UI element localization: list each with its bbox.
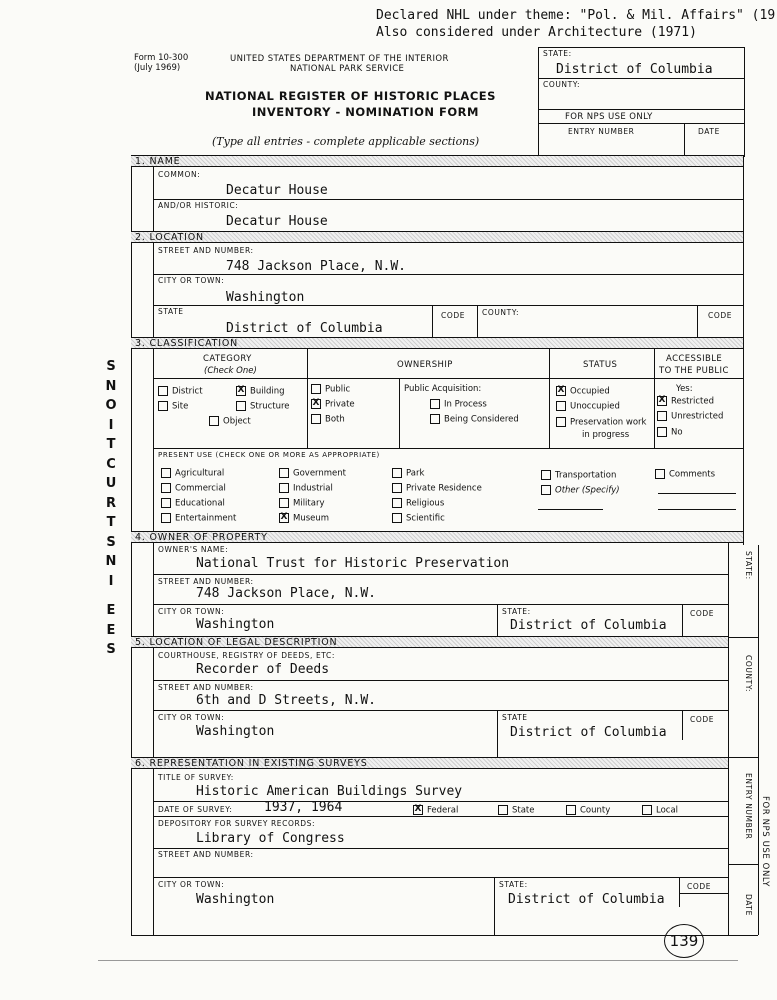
owner-city-label: CITY OR TOWN: <box>158 607 225 616</box>
margin-state-label: STATE: <box>744 551 753 580</box>
section-2-header: 2. LOCATION <box>131 231 743 243</box>
section-4-header: 4. OWNER OF PROPERTY <box>131 531 743 543</box>
checkbox-in-process[interactable]: In Process <box>430 399 487 410</box>
accessible-yes-label: Yes: <box>676 384 693 394</box>
checkbox-local[interactable]: Local <box>642 805 678 816</box>
depository-value: Library of Congress <box>196 831 345 846</box>
code-label: CODE <box>441 311 466 320</box>
checkbox-educational[interactable]: Educational <box>161 498 225 509</box>
accessible-header-2: TO THE PUBLIC <box>659 366 729 376</box>
owner-street-label: STREET AND NUMBER: <box>158 577 254 586</box>
form-title-1: NATIONAL REGISTER OF HISTORIC PLACES <box>205 89 496 103</box>
survey-city-value: Washington <box>196 892 275 907</box>
checkbox-federal[interactable]: X Federal <box>414 804 459 816</box>
owner-city-value: Washington <box>196 617 275 632</box>
common-name-value: Decatur House <box>226 183 328 198</box>
checkbox-preservation-work[interactable]: Preservation work <box>556 417 646 428</box>
checkbox-industrial[interactable]: Industrial <box>279 483 333 494</box>
form-number: Form 10-300 <box>134 53 189 63</box>
checkbox-restricted[interactable]: X Restricted <box>658 395 715 407</box>
common-label: COMMON: <box>158 170 201 179</box>
margin-entry-number-label: ENTRY NUMBER <box>744 773 753 840</box>
owner-state-label: STATE: <box>502 607 531 616</box>
checkbox-entertainment[interactable]: Entertainment <box>161 513 236 524</box>
margin-nps-use-only: FOR NPS USE ONLY <box>760 796 770 887</box>
department-name: UNITED STATES DEPARTMENT OF THE INTERIOR <box>230 54 449 64</box>
checkbox-unrestricted[interactable]: Unrestricted <box>657 411 723 422</box>
checkbox-both[interactable]: Both <box>311 414 345 425</box>
checkbox-county[interactable]: County <box>566 805 610 816</box>
page-number-circle: 139 <box>664 924 704 958</box>
owner-code-label: CODE <box>690 609 715 618</box>
survey-date-value: 1937, 1964 <box>264 800 343 815</box>
checkbox-transportation[interactable]: Transportation <box>541 470 616 481</box>
checkbox-unoccupied[interactable]: Unoccupied <box>556 401 620 412</box>
county-label: COUNTY: <box>482 308 520 317</box>
checkbox-private[interactable]: X Private <box>312 398 355 410</box>
checkbox-commercial[interactable]: Commercial <box>161 483 226 494</box>
owner-name-value: National Trust for Historic Preservation <box>196 556 510 571</box>
checkbox-agricultural[interactable]: Agricultural <box>161 468 224 479</box>
header-county-label: COUNTY: <box>543 80 581 89</box>
checkbox-object[interactable]: Object <box>209 416 251 427</box>
form-instructions: (Type all entries - complete applicable sections) <box>212 135 480 148</box>
checkbox-religious[interactable]: Religious <box>392 498 444 509</box>
status-header: STATUS <box>583 360 618 370</box>
check-one: (Check One) <box>204 366 257 376</box>
margin-date-label: DATE <box>744 894 753 916</box>
legal-street-label: STREET AND NUMBER: <box>158 683 254 692</box>
survey-title-label: TITLE OF SURVEY: <box>158 773 234 782</box>
location-city-value: Washington <box>226 290 305 305</box>
date-label: DATE <box>698 127 720 136</box>
legal-state-value: District of Columbia <box>510 725 667 740</box>
legal-city-value: Washington <box>196 724 275 739</box>
location-street-value: 748 Jackson Place, N.W. <box>226 259 407 274</box>
nps-use-only: FOR NPS USE ONLY <box>565 112 653 122</box>
checkbox-comments[interactable]: Comments <box>655 469 715 480</box>
checkbox-museum[interactable]: X Museum <box>280 512 330 524</box>
depository-label: DEPOSITORY FOR SURVEY RECORDS: <box>158 819 316 828</box>
checkbox-government[interactable]: Government <box>279 468 346 479</box>
form-title-2: INVENTORY - NOMINATION FORM <box>252 105 479 119</box>
legal-code-label: CODE <box>690 715 715 724</box>
section-1-header: 1. NAME <box>131 155 743 167</box>
public-acquisition-label: Public Acquisition: <box>404 384 482 394</box>
preservation-in-progress: in progress <box>582 430 630 440</box>
state-label: STATE <box>158 307 184 316</box>
see-instructions-side-text: S N O I T C U R T S N I E E S <box>105 359 117 657</box>
header-state-value: District of Columbia <box>556 62 713 77</box>
courthouse-label: COURTHOUSE, REGISTRY OF DEEDS, ETC: <box>158 651 335 660</box>
service-name: NATIONAL PARK SERVICE <box>290 64 405 74</box>
header-state-label: STATE: <box>543 49 572 58</box>
checkbox-building[interactable]: X Building <box>237 385 285 397</box>
legal-city-label: CITY OR TOWN: <box>158 713 225 722</box>
nhl-annotation-line2: Also considered under Architecture (1971) <box>376 25 697 40</box>
section-3-header: 3. CLASSIFICATION <box>131 337 743 349</box>
checkbox-state[interactable]: State <box>498 805 535 816</box>
survey-street-label: STREET AND NUMBER: <box>158 850 254 859</box>
owner-state-value: District of Columbia <box>510 618 667 633</box>
checkbox-structure[interactable]: Structure <box>236 401 290 412</box>
checkbox-military[interactable]: Military <box>279 498 325 509</box>
survey-city-label: CITY OR TOWN: <box>158 880 225 889</box>
survey-state-value: District of Columbia <box>508 892 665 907</box>
section-5-header: 5. LOCATION OF LEGAL DESCRIPTION <box>131 636 728 648</box>
form-date: (July 1969) <box>134 63 181 73</box>
checkbox-district[interactable]: District <box>158 386 203 397</box>
owner-name-label: OWNER'S NAME: <box>158 545 229 554</box>
survey-code-label: CODE <box>687 882 712 891</box>
present-use-label: PRESENT USE (CHECK ONE OR MORE AS APPROPRIATE) <box>158 451 380 459</box>
checkbox-public[interactable]: Public <box>311 384 350 395</box>
margin-county-label: COUNTY: <box>744 655 753 693</box>
nhl-annotation-line1: Declared NHL under theme: "Pol. & Mil. Affairs" (19 <box>376 8 776 23</box>
location-state-value: District of Columbia <box>226 321 383 336</box>
survey-state-label: STATE: <box>499 880 528 889</box>
ownership-header: OWNERSHIP <box>397 360 453 370</box>
checkbox-scientific[interactable]: Scientific <box>392 513 445 524</box>
historic-name-value: Decatur House <box>226 214 328 229</box>
category-header: CATEGORY <box>203 354 252 364</box>
legal-street-value: 6th and D Streets, N.W. <box>196 693 377 708</box>
owner-street-value: 748 Jackson Place, N.W. <box>196 586 377 601</box>
historic-label: AND/OR HISTORIC: <box>158 201 239 210</box>
section-6-header: 6. REPRESENTATION IN EXISTING SURVEYS <box>131 757 728 769</box>
street-label: STREET AND NUMBER: <box>158 246 254 255</box>
survey-title-value: Historic American Buildings Survey <box>196 784 463 799</box>
survey-date-label: DATE OF SURVEY: <box>158 805 233 814</box>
checkbox-no[interactable]: No <box>657 427 683 438</box>
checkbox-site[interactable]: Site <box>158 401 188 412</box>
checkbox-other[interactable]: Other (Specify) <box>541 485 620 496</box>
code-label-2: CODE <box>708 311 733 320</box>
checkbox-park[interactable]: Park <box>392 468 424 479</box>
accessible-header-1: ACCESSIBLE <box>666 354 723 364</box>
legal-state-label: STATE <box>502 713 528 722</box>
courthouse-value: Recorder of Deeds <box>196 662 330 677</box>
checkbox-private-residence[interactable]: Private Residence <box>392 483 482 494</box>
checkbox-being-considered[interactable]: Being Considered <box>430 414 519 425</box>
entry-number-label: ENTRY NUMBER <box>568 127 635 136</box>
city-label: CITY OR TOWN: <box>158 276 225 285</box>
checkbox-occupied[interactable]: X Occupied <box>557 385 610 397</box>
